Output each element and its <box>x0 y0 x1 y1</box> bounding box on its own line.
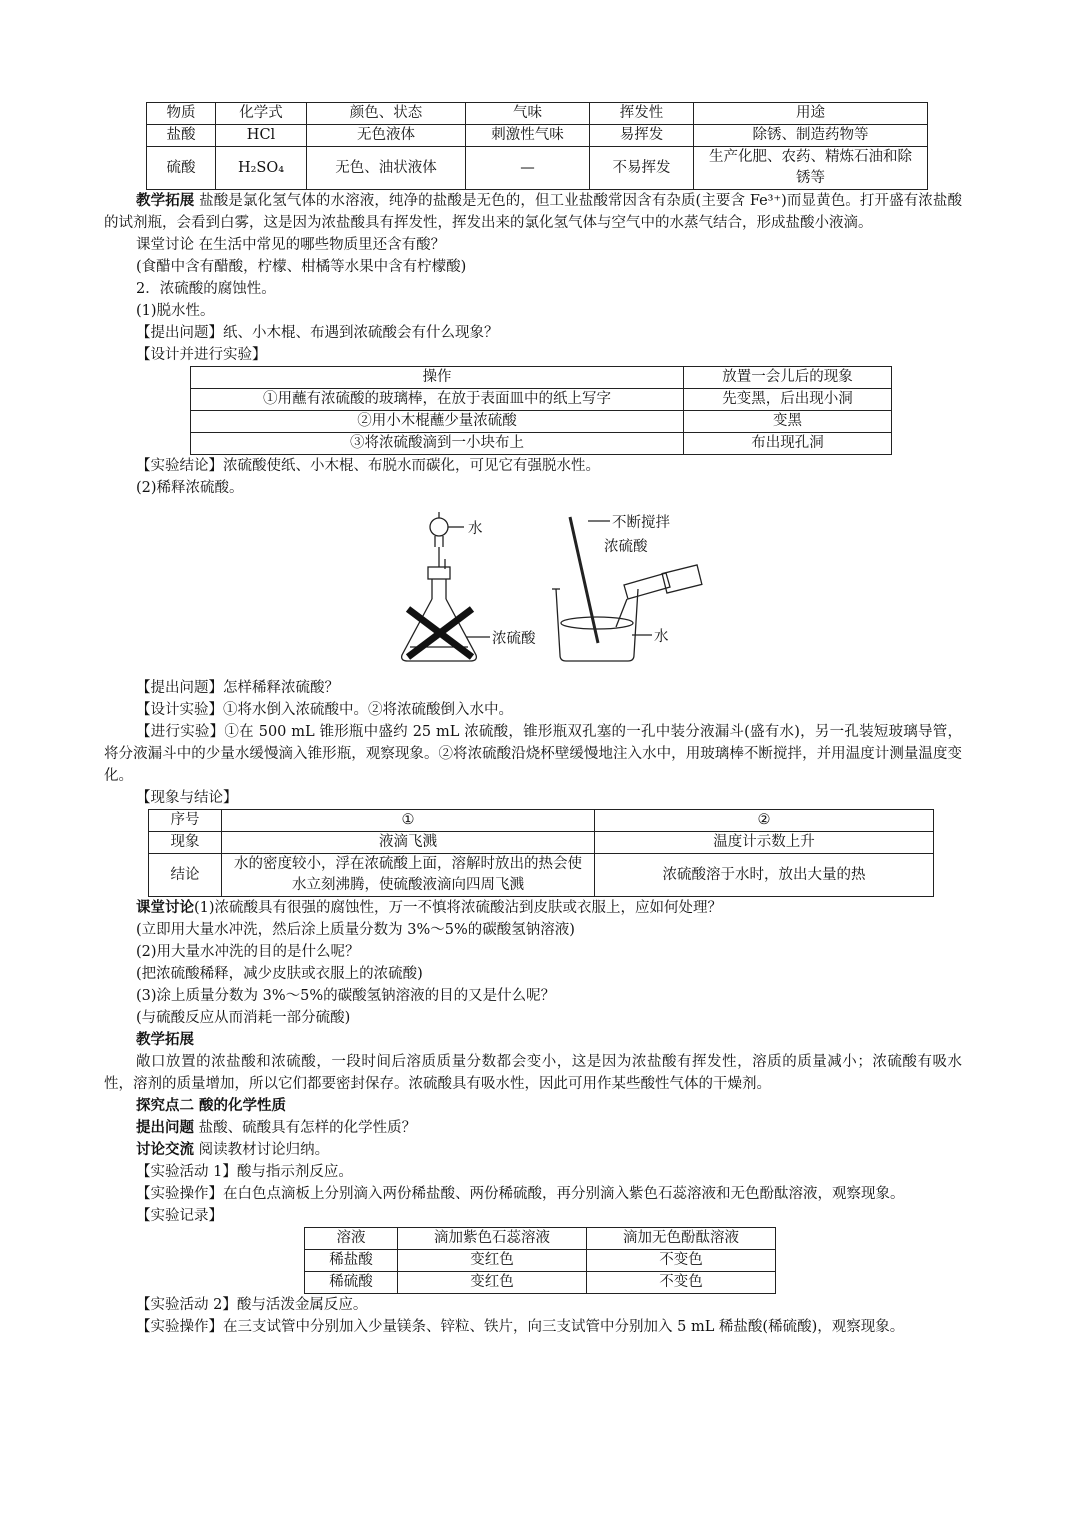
table-cell: 除锈、制造药物等 <box>694 125 928 147</box>
paragraph <box>104 897 962 919</box>
paragraph-text: (1)浓硫酸具有很强的腐蚀性，万一不慎将浓硫酸沾到皮肤或衣服上，应如何处理？ <box>194 900 723 916</box>
table-cell: 稀硫酸 <box>305 1272 398 1294</box>
paragraph: (2)稀释浓硫酸。 <box>136 480 244 496</box>
paragraph: 2．浓硫酸的腐蚀性。 <box>136 281 276 297</box>
table-row <box>305 1272 776 1294</box>
paragraph-text: 盐酸、硫酸具有怎样的化学性质？ <box>198 1120 417 1136</box>
paragraph: 课堂讨论 在生活中常见的哪些物质里还含有酸？ <box>136 237 446 253</box>
table-cell: ②用小木棍蘸少量浓硫酸 <box>191 411 684 433</box>
table-cell: 先变黑，后出现小洞 <box>684 389 892 411</box>
paragraph: 【设计并进行实验】 <box>136 347 267 363</box>
label-acid-1: 浓硫酸 <box>492 631 536 647</box>
table-cell: 不易挥发 <box>590 147 694 190</box>
table-header: ② <box>595 810 934 832</box>
table-cell: 不变色 <box>587 1272 776 1294</box>
table-header-row <box>305 1228 776 1250</box>
table-cell: 硫酸 <box>147 147 216 190</box>
table-header-row <box>147 103 928 125</box>
paragraph <box>104 190 962 234</box>
paragraph: 【实验活动 2】酸与活泼金属反应。 <box>136 1297 368 1313</box>
section-label: 教学拓展 <box>136 192 195 209</box>
paragraph: 【实验活动 1】酸与指示剂反应。 <box>136 1164 353 1180</box>
table-cell: 水的密度较小，浮在浓硫酸上面，溶解时放出的热会使水立刻沸腾，使硫酸液滴向四周飞溅 <box>222 854 595 897</box>
table-cell: 易挥发 <box>590 125 694 147</box>
table-header: ① <box>222 810 595 832</box>
dilution-figure <box>104 507 962 673</box>
dilution-apparatus-illustration <box>384 507 724 673</box>
section-heading <box>104 1095 962 1117</box>
table-cell: 布出现孔洞 <box>684 433 892 455</box>
paragraph-text: 盐酸是氯化氢气体的水溶液，纯净的盐酸是无色的，但工业盐酸常因含有杂质(主要含 Fe³⁺)而显黄色。打开盛有浓盐酸的试剂瓶，会看到白雾，这是因为浓盐酸具有挥发性，挥发出来的氯化氢气体与空气中的水蒸气结合，形成盐酸小液滴。 <box>104 193 963 231</box>
paragraph: 【实验操作】在三支试管中分别加入少量镁条、锌粒、铁片，向三支试管中分别加入 5 mL 稀盐酸(稀硫酸)，观察现象。 <box>136 1319 905 1335</box>
table-cell: 结论 <box>149 854 222 897</box>
table-row <box>305 1250 776 1272</box>
table-header: 物质 <box>147 103 216 125</box>
paragraph: (3)涂上质量分数为 3%～5%的碳酸氢钠溶液的目的又是什么呢？ <box>136 988 556 1004</box>
section-label: 讨论交流 <box>136 1141 194 1158</box>
table-header: 序号 <box>149 810 222 832</box>
table-row <box>147 125 928 147</box>
table-header: 用途 <box>694 103 928 125</box>
label-acid-2: 浓硫酸 <box>604 539 648 555</box>
table-cell: 现象 <box>149 832 222 854</box>
label-water-2: 水 <box>654 629 669 645</box>
acid-properties-table <box>146 102 928 190</box>
paragraph: (把浓硫酸稀释，减少皮肤或衣服上的浓硫酸) <box>136 966 423 982</box>
paragraph <box>104 1139 962 1161</box>
paragraph: (与硫酸反应从而消耗一部分硫酸) <box>136 1010 351 1026</box>
table-cell: 变红色 <box>398 1272 587 1294</box>
table-row <box>191 411 892 433</box>
indicator-record-table <box>304 1227 776 1294</box>
paragraph: 【现象与结论】 <box>136 790 238 806</box>
table-row <box>147 147 928 190</box>
table-header: 操作 <box>191 367 684 389</box>
paragraph: 【实验操作】在白色点滴板上分别滴入两份稀盐酸、两份稀硫酸，再分别滴入紫色石蕊溶液和无色酚酞溶液，观察现象。 <box>136 1186 905 1202</box>
table-cell: 生产化肥、农药、精炼石油和除锈等 <box>694 147 928 190</box>
table-header: 滴加紫色石蕊溶液 <box>398 1228 587 1250</box>
table-row <box>149 854 934 897</box>
table-header: 挥发性 <box>590 103 694 125</box>
table-header-row <box>191 367 892 389</box>
table-cell: 温度计示数上升 <box>595 832 934 854</box>
section-label: 探究点二 酸的化学性质 <box>136 1097 287 1114</box>
paragraph: (1)脱水性。 <box>136 303 215 319</box>
table-cell: 不变色 <box>587 1250 776 1272</box>
table-cell: — <box>466 147 590 190</box>
table-cell: 稀盐酸 <box>305 1250 398 1272</box>
section-label: 课堂讨论 <box>136 899 194 916</box>
table-row <box>191 389 892 411</box>
section-label: 提出问题 <box>136 1119 194 1136</box>
table-cell: ③将浓硫酸滴到一小块布上 <box>191 433 684 455</box>
section-heading <box>104 1029 962 1051</box>
section-label: 教学拓展 <box>136 1031 194 1048</box>
table-cell: 变黑 <box>684 411 892 433</box>
document-page <box>104 102 962 1338</box>
table-header: 化学式 <box>216 103 307 125</box>
paragraph: 【实验结论】浓硫酸使纸、小木棍、布脱水而碳化，可见它有强脱水性。 <box>136 458 600 474</box>
paragraph: (立即用大量水冲洗，然后涂上质量分数为 3%～5%的碳酸氢钠溶液) <box>136 922 575 938</box>
paragraph: 敞口放置的浓盐酸和浓硫酸，一段时间后溶质质量分数都会变小，这是因为浓盐酸有挥发性，溶质的质量减小；浓硫酸有吸水性，溶剂的质量增加，所以它们都要密封保存。浓硫酸具有吸水性，因此可用作某些酸性气体的干燥剂。 <box>104 1054 962 1092</box>
table-cell: 盐酸 <box>147 125 216 147</box>
table-cell: 液滴飞溅 <box>222 832 595 854</box>
table-header: 放置一会儿后的现象 <box>684 367 892 389</box>
dehydration-experiment-table <box>190 366 892 455</box>
cross-icon <box>408 609 472 657</box>
paragraph: 【设计实验】①将水倒入浓硫酸中。②将浓硫酸倒入水中。 <box>136 702 513 718</box>
paragraph: 【进行实验】①在 500 mL 锥形瓶中盛约 25 mL 浓硫酸，锥形瓶双孔塞的一孔中装分液漏斗(盛有水)，另一孔装短玻璃导管，将分液漏斗中的少量水缓慢滴入锥形瓶，观察现象。②将浓硫酸沿烧杯壁缓慢地注入水中，用玻璃棒不断搅拌，并用温度计测量温度变化。 <box>104 724 962 784</box>
table-cell: 刺激性气味 <box>466 125 590 147</box>
paragraph-text: 阅读教材讨论归纳。 <box>198 1142 330 1158</box>
table-header: 气味 <box>466 103 590 125</box>
paragraph: 【提出问题】怎样稀释浓硫酸？ <box>136 680 339 696</box>
table-cell: 浓硫酸溶于水时，放出大量的热 <box>595 854 934 897</box>
table-row <box>149 832 934 854</box>
table-cell: ①用蘸有浓硫酸的玻璃棒，在放于表面皿中的纸上写字 <box>191 389 684 411</box>
table-cell: H₂SO₄ <box>216 147 307 190</box>
dilution-result-table <box>148 809 934 897</box>
paragraph <box>104 1117 962 1139</box>
table-cell: HCl <box>216 125 307 147</box>
paragraph: 【提出问题】纸、小木棍、布遇到浓硫酸会有什么现象？ <box>136 325 499 341</box>
table-header: 溶液 <box>305 1228 398 1250</box>
paragraph: (食醋中含有醋酸，柠檬、柑橘等水果中含有柠檬酸) <box>136 259 467 275</box>
paragraph: (2)用大量水冲洗的目的是什么呢？ <box>136 944 360 960</box>
table-header-row <box>149 810 934 832</box>
table-cell: 变红色 <box>398 1250 587 1272</box>
table-cell: 无色液体 <box>307 125 466 147</box>
table-row <box>191 433 892 455</box>
table-header: 滴加无色酚酞溶液 <box>587 1228 776 1250</box>
table-header: 颜色、状态 <box>307 103 466 125</box>
label-water-1: 水 <box>468 521 483 537</box>
label-stir: 不断搅拌 <box>612 515 670 531</box>
paragraph: 【实验记录】 <box>136 1208 223 1224</box>
table-cell: 无色、油状液体 <box>307 147 466 190</box>
